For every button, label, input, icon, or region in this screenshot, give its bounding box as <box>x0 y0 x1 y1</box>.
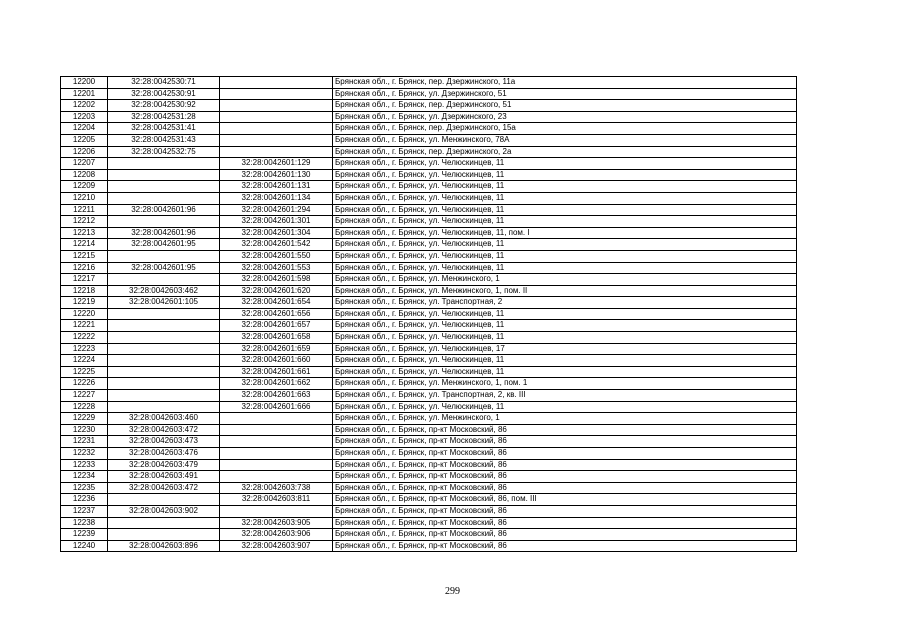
address-cell: Брянская обл., г. Брянск, ул. Транспортная, 2 <box>333 297 797 309</box>
cadastral-number-cell: 32:28:0042603:462 <box>108 285 220 297</box>
object-cadastral-number-cell: 32:28:0042601:598 <box>220 274 333 286</box>
cadastral-number-cell: 32:28:0042530:92 <box>108 100 220 112</box>
object-cadastral-number-cell <box>220 424 333 436</box>
table-row <box>61 343 797 355</box>
row-number-cell: 12201 <box>61 88 108 100</box>
object-cadastral-number-cell: 32:28:0042601:620 <box>220 285 333 297</box>
table-row <box>61 285 797 297</box>
table-row <box>61 239 797 251</box>
cadastral-number-cell: 32:28:0042531:28 <box>108 111 220 123</box>
cadastral-number-cell: 32:28:0042601:96 <box>108 227 220 239</box>
address-cell: Брянская обл., г. Брянск, ул. Челюскинцев, 11 <box>333 332 797 344</box>
table-row <box>61 494 797 506</box>
address-cell: Брянская обл., г. Брянск, ул. Челюскинцев, 11 <box>333 169 797 181</box>
row-number-cell: 12239 <box>61 529 108 541</box>
address-cell: Брянская обл., г. Брянск, пр-кт Московский, 86 <box>333 529 797 541</box>
table-row <box>61 192 797 204</box>
cadastral-number-cell: 32:28:0042603:902 <box>108 505 220 517</box>
address-cell: Брянская обл., г. Брянск, ул. Челюскинцев, 11 <box>333 366 797 378</box>
address-cell: Брянская обл., г. Брянск, пер. Дзержинского, 51 <box>333 100 797 112</box>
cadastral-number-cell: 32:28:0042603:472 <box>108 424 220 436</box>
row-number-cell: 12227 <box>61 390 108 402</box>
address-cell: Брянская обл., г. Брянск, ул. Менжинского, 78А <box>333 134 797 146</box>
address-cell: Брянская обл., г. Брянск, пр-кт Московский, 86 <box>333 471 797 483</box>
cadastral-number-cell <box>108 308 220 320</box>
cadastral-number-cell <box>108 529 220 541</box>
object-cadastral-number-cell: 32:28:0042601:550 <box>220 250 333 262</box>
object-cadastral-number-cell: 32:28:0042601:129 <box>220 158 333 170</box>
table-row <box>61 204 797 216</box>
object-cadastral-number-cell: 32:28:0042601:659 <box>220 343 333 355</box>
object-cadastral-number-cell: 32:28:0042601:134 <box>220 192 333 204</box>
table-row <box>61 134 797 146</box>
address-cell: Брянская обл., г. Брянск, пр-кт Московский, 86 <box>333 505 797 517</box>
table-row <box>61 308 797 320</box>
address-cell: Брянская обл., г. Брянск, ул. Челюскинцев, 11 <box>333 308 797 320</box>
table-row <box>61 100 797 112</box>
row-number-cell: 12203 <box>61 111 108 123</box>
address-cell: Брянская обл., г. Брянск, ул. Челюскинцев, 11 <box>333 250 797 262</box>
table-row <box>61 366 797 378</box>
address-cell: Брянская обл., г. Брянск, пр-кт Московский, 86 <box>333 436 797 448</box>
object-cadastral-number-cell: 32:28:0042601:294 <box>220 204 333 216</box>
cadastral-number-cell <box>108 517 220 529</box>
table-row <box>61 355 797 367</box>
address-cell: Брянская обл., г. Брянск, пер. Дзержинского, 15а <box>333 123 797 135</box>
cadastral-number-cell <box>108 192 220 204</box>
object-cadastral-number-cell: 32:28:0042603:738 <box>220 482 333 494</box>
cadastral-number-cell: 32:28:0042601:96 <box>108 204 220 216</box>
object-cadastral-number-cell: 32:28:0042601:658 <box>220 332 333 344</box>
address-cell: Брянская обл., г. Брянск, ул. Челюскинцев, 11 <box>333 204 797 216</box>
address-cell: Брянская обл., г. Брянск, ул. Челюскинцев, 11 <box>333 262 797 274</box>
object-cadastral-number-cell <box>220 146 333 158</box>
cadastral-number-cell: 32:28:0042601:95 <box>108 239 220 251</box>
table-row <box>61 297 797 309</box>
object-cadastral-number-cell: 32:28:0042603:905 <box>220 517 333 529</box>
object-cadastral-number-cell <box>220 436 333 448</box>
row-number-cell: 12210 <box>61 192 108 204</box>
address-cell: Брянская обл., г. Брянск, пр-кт Московский, 86 <box>333 448 797 460</box>
object-cadastral-number-cell <box>220 459 333 471</box>
cadastral-number-cell <box>108 216 220 228</box>
object-cadastral-number-cell: 32:28:0042601:660 <box>220 355 333 367</box>
address-cell: Брянская обл., г. Брянск, пр-кт Московский, 86 <box>333 459 797 471</box>
table-row <box>61 471 797 483</box>
object-cadastral-number-cell <box>220 100 333 112</box>
row-number-cell: 12236 <box>61 494 108 506</box>
row-number-cell: 12209 <box>61 181 108 193</box>
cadastral-number-cell <box>108 169 220 181</box>
row-number-cell: 12202 <box>61 100 108 112</box>
address-cell: Брянская обл., г. Брянск, ул. Менжинского, 1, пом. 1 <box>333 378 797 390</box>
table-row <box>61 320 797 332</box>
cadastral-number-cell: 32:28:0042530:91 <box>108 88 220 100</box>
row-number-cell: 12214 <box>61 239 108 251</box>
object-cadastral-number-cell: 32:28:0042601:304 <box>220 227 333 239</box>
object-cadastral-number-cell: 32:28:0042601:663 <box>220 390 333 402</box>
table-row <box>61 274 797 286</box>
cadastral-number-cell: 32:28:0042603:460 <box>108 413 220 425</box>
object-cadastral-number-cell: 32:28:0042603:906 <box>220 529 333 541</box>
address-cell: Брянская обл., г. Брянск, ул. Челюскинцев, 11 <box>333 355 797 367</box>
row-number-cell: 12224 <box>61 355 108 367</box>
row-number-cell: 12235 <box>61 482 108 494</box>
table-row <box>61 111 797 123</box>
row-number-cell: 12218 <box>61 285 108 297</box>
table-row <box>61 540 797 552</box>
row-number-cell: 12222 <box>61 332 108 344</box>
row-number-cell: 12215 <box>61 250 108 262</box>
object-cadastral-number-cell: 32:28:0042601:662 <box>220 378 333 390</box>
table-row <box>61 448 797 460</box>
table-row <box>61 436 797 448</box>
object-cadastral-number-cell: 32:28:0042601:654 <box>220 297 333 309</box>
cadastral-number-cell: 32:28:0042531:41 <box>108 123 220 135</box>
registry-table <box>60 76 797 552</box>
row-number-cell: 12208 <box>61 169 108 181</box>
address-cell: Брянская обл., г. Брянск, ул. Челюскинцев, 17 <box>333 343 797 355</box>
row-number-cell: 12237 <box>61 505 108 517</box>
object-cadastral-number-cell: 32:28:0042603:811 <box>220 494 333 506</box>
cadastral-number-cell: 32:28:0042603:491 <box>108 471 220 483</box>
table-row <box>61 158 797 170</box>
object-cadastral-number-cell <box>220 471 333 483</box>
object-cadastral-number-cell: 32:28:0042601:542 <box>220 239 333 251</box>
object-cadastral-number-cell: 32:28:0042601:131 <box>220 181 333 193</box>
row-number-cell: 12220 <box>61 308 108 320</box>
row-number-cell: 12232 <box>61 448 108 460</box>
address-cell: Брянская обл., г. Брянск, пр-кт Московский, 86 <box>333 424 797 436</box>
row-number-cell: 12234 <box>61 471 108 483</box>
address-cell: Брянская обл., г. Брянск, пер. Дзержинского, 2а <box>333 146 797 158</box>
row-number-cell: 12219 <box>61 297 108 309</box>
object-cadastral-number-cell: 32:28:0042601:553 <box>220 262 333 274</box>
address-cell: Брянская обл., г. Брянск, ул. Челюскинцев, 11 <box>333 181 797 193</box>
row-number-cell: 12206 <box>61 146 108 158</box>
table-row <box>61 77 797 89</box>
table-row <box>61 88 797 100</box>
cadastral-number-cell: 32:28:0042603:473 <box>108 436 220 448</box>
row-number-cell: 12216 <box>61 262 108 274</box>
address-cell: Брянская обл., г. Брянск, ул. Менжинского, 1 <box>333 413 797 425</box>
row-number-cell: 12213 <box>61 227 108 239</box>
address-cell: Брянская обл., г. Брянск, пер. Дзержинского, 11а <box>333 77 797 89</box>
cadastral-number-cell: 32:28:0042603:479 <box>108 459 220 471</box>
cadastral-number-cell <box>108 320 220 332</box>
table-row <box>61 482 797 494</box>
object-cadastral-number-cell: 32:28:0042601:661 <box>220 366 333 378</box>
table-row <box>61 332 797 344</box>
row-number-cell: 12217 <box>61 274 108 286</box>
address-cell: Брянская обл., г. Брянск, пр-кт Московский, 86, пом. III <box>333 494 797 506</box>
cadastral-number-cell: 32:28:0042603:476 <box>108 448 220 460</box>
row-number-cell: 12221 <box>61 320 108 332</box>
address-cell: Брянская обл., г. Брянск, ул. Дзержинского, 23 <box>333 111 797 123</box>
address-cell: Брянская обл., г. Брянск, пр-кт Московский, 86 <box>333 482 797 494</box>
object-cadastral-number-cell: 32:28:0042601:656 <box>220 308 333 320</box>
address-cell: Брянская обл., г. Брянск, ул. Челюскинцев, 11 <box>333 320 797 332</box>
row-number-cell: 12205 <box>61 134 108 146</box>
cadastral-number-cell <box>108 181 220 193</box>
cadastral-number-cell <box>108 366 220 378</box>
cadastral-number-cell <box>108 390 220 402</box>
address-cell: Брянская обл., г. Брянск, ул. Менжинского, 1 <box>333 274 797 286</box>
row-number-cell: 12211 <box>61 204 108 216</box>
row-number-cell: 12238 <box>61 517 108 529</box>
cadastral-number-cell <box>108 343 220 355</box>
cadastral-number-cell <box>108 250 220 262</box>
object-cadastral-number-cell <box>220 123 333 135</box>
object-cadastral-number-cell: 32:28:0042601:657 <box>220 320 333 332</box>
cadastral-number-cell: 32:28:0042603:896 <box>108 540 220 552</box>
address-cell: Брянская обл., г. Брянск, пр-кт Московский, 86 <box>333 540 797 552</box>
cadastral-number-cell: 32:28:0042603:472 <box>108 482 220 494</box>
object-cadastral-number-cell <box>220 77 333 89</box>
cadastral-number-cell: 32:28:0042601:105 <box>108 297 220 309</box>
row-number-cell: 12200 <box>61 77 108 89</box>
cadastral-number-cell: 32:28:0042530:71 <box>108 77 220 89</box>
table-row <box>61 413 797 425</box>
cadastral-number-cell <box>108 494 220 506</box>
cadastral-number-cell: 32:28:0042532:75 <box>108 146 220 158</box>
table-row <box>61 401 797 413</box>
address-cell: Брянская обл., г. Брянск, ул. Дзержинского, 51 <box>333 88 797 100</box>
table-row <box>61 459 797 471</box>
cadastral-number-cell <box>108 332 220 344</box>
address-cell: Брянская обл., г. Брянск, ул. Челюскинцев, 11, пом. I <box>333 227 797 239</box>
address-cell: Брянская обл., г. Брянск, ул. Транспортная, 2, кв. III <box>333 390 797 402</box>
object-cadastral-number-cell: 32:28:0042601:301 <box>220 216 333 228</box>
row-number-cell: 12225 <box>61 366 108 378</box>
address-cell: Брянская обл., г. Брянск, ул. Челюскинцев, 11 <box>333 216 797 228</box>
row-number-cell: 12204 <box>61 123 108 135</box>
table-row <box>61 505 797 517</box>
table-row <box>61 146 797 158</box>
row-number-cell: 12223 <box>61 343 108 355</box>
table-row <box>61 181 797 193</box>
cadastral-number-cell: 32:28:0042601:95 <box>108 262 220 274</box>
cadastral-number-cell <box>108 401 220 413</box>
table-row <box>61 390 797 402</box>
address-cell: Брянская обл., г. Брянск, ул. Менжинского, 1, пом. II <box>333 285 797 297</box>
object-cadastral-number-cell <box>220 134 333 146</box>
object-cadastral-number-cell <box>220 88 333 100</box>
table-row <box>61 123 797 135</box>
table-row <box>61 169 797 181</box>
cadastral-number-cell: 32:28:0042531:43 <box>108 134 220 146</box>
object-cadastral-number-cell: 32:28:0042603:907 <box>220 540 333 552</box>
address-cell: Брянская обл., г. Брянск, ул. Челюскинцев, 11 <box>333 192 797 204</box>
registry-table-body <box>61 77 797 552</box>
row-number-cell: 12231 <box>61 436 108 448</box>
address-cell: Брянская обл., г. Брянск, ул. Челюскинцев, 11 <box>333 239 797 251</box>
address-cell: Брянская обл., г. Брянск, пр-кт Московский, 86 <box>333 517 797 529</box>
cadastral-number-cell <box>108 158 220 170</box>
table-row <box>61 262 797 274</box>
row-number-cell: 12207 <box>61 158 108 170</box>
object-cadastral-number-cell <box>220 111 333 123</box>
row-number-cell: 12212 <box>61 216 108 228</box>
table-row <box>61 250 797 262</box>
table-row <box>61 517 797 529</box>
table-row <box>61 216 797 228</box>
table-row <box>61 529 797 541</box>
row-number-cell: 12240 <box>61 540 108 552</box>
table-row <box>61 424 797 436</box>
object-cadastral-number-cell <box>220 505 333 517</box>
table-row <box>61 378 797 390</box>
row-number-cell: 12228 <box>61 401 108 413</box>
object-cadastral-number-cell <box>220 413 333 425</box>
row-number-cell: 12233 <box>61 459 108 471</box>
cadastral-number-cell <box>108 378 220 390</box>
address-cell: Брянская обл., г. Брянск, ул. Челюскинцев, 11 <box>333 158 797 170</box>
cadastral-number-cell <box>108 274 220 286</box>
object-cadastral-number-cell: 32:28:0042601:130 <box>220 169 333 181</box>
address-cell: Брянская обл., г. Брянск, ул. Челюскинцев, 11 <box>333 401 797 413</box>
row-number-cell: 12226 <box>61 378 108 390</box>
cadastral-number-cell <box>108 355 220 367</box>
object-cadastral-number-cell: 32:28:0042601:666 <box>220 401 333 413</box>
row-number-cell: 12230 <box>61 424 108 436</box>
page-number: 299 <box>445 586 460 597</box>
row-number-cell: 12229 <box>61 413 108 425</box>
object-cadastral-number-cell <box>220 448 333 460</box>
table-row <box>61 227 797 239</box>
